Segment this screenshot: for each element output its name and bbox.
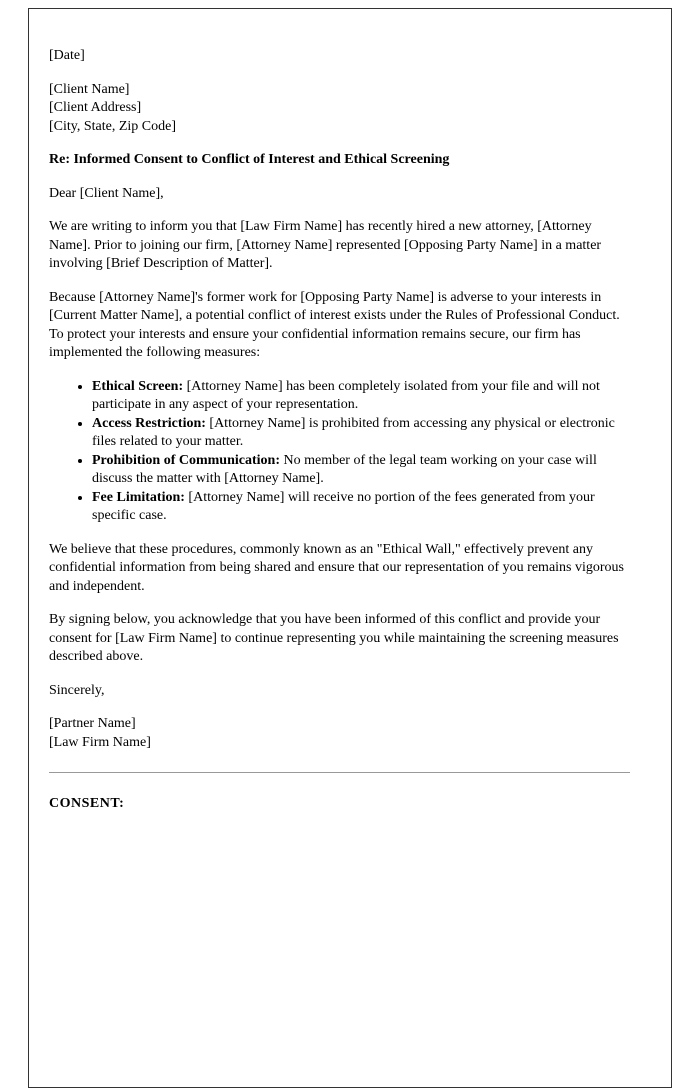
firm-name-line: [Law Firm Name] bbox=[49, 734, 151, 750]
letter-page bbox=[28, 8, 672, 1088]
measure-label: Ethical Screen: bbox=[92, 378, 184, 394]
client-address-line: [Client Address] bbox=[49, 100, 142, 115]
list-item bbox=[92, 452, 630, 489]
paragraph-consent-request: By signing below, you acknowledge that you have been informed of this conflict and provide your consent for [Law Firm Name] to continue representing you while maintaining the screening measures described above. bbox=[49, 612, 619, 664]
closing: Sincerely, bbox=[49, 682, 105, 698]
client-name-line: [Client Name] bbox=[49, 81, 130, 97]
date-line: [Date] bbox=[49, 48, 85, 63]
recipient-block bbox=[49, 81, 630, 137]
measure-text: [Attorney Name] has been completely isolated from your file and will not participate in any aspect of your representation. bbox=[92, 378, 600, 412]
signature-divider bbox=[49, 772, 630, 773]
measure-text: [Attorney Name] will receive no portion of the fees generated from your specific case. bbox=[92, 489, 595, 523]
measure-label: Prohibition of Communication: bbox=[92, 452, 280, 468]
signature-block bbox=[49, 715, 630, 752]
city-state-zip-line: [City, State, Zip Code] bbox=[49, 118, 177, 134]
list-item bbox=[92, 489, 630, 526]
measure-label: Access Restriction: bbox=[92, 415, 206, 431]
partner-name-line: [Partner Name] bbox=[49, 716, 136, 731]
salutation: Dear [Client Name], bbox=[49, 185, 164, 201]
subject-line: Re: Informed Consent to Conflict of Interest and Ethical Screening bbox=[49, 152, 450, 167]
list-item bbox=[92, 378, 630, 415]
consent-heading: CONSENT: bbox=[49, 796, 125, 811]
measures-list bbox=[49, 378, 630, 526]
paragraph-ethical-wall: We believe that these procedures, commonly known as an "Ethical Wall," effectively prevent any confidential information from being shared and ensure that our representation of you remains vigorous and independent. bbox=[49, 541, 624, 594]
paragraph-conflict: Because [Attorney Name]'s former work for [Opposing Party Name] is adverse to your interests in [Current Matter Name], a potential conflict of interest exists under the Rules of Professional Conduct. To protect your interests and ensure your confidential information remains secure, our firm has implemented the following measures: bbox=[49, 289, 620, 360]
measure-label: Fee Limitation: bbox=[92, 489, 185, 505]
paragraph-intro: We are writing to inform you that [Law Firm Name] has recently hired a new attorney, [Attorney Name]. Prior to joining our firm, [Attorney Name] represented [Opposing Party Name] in a matter involving [Brief Description of Matter]. bbox=[49, 219, 602, 271]
measure-text: [Attorney Name] is prohibited from accessing any physical or electronic files related to your matter. bbox=[92, 415, 615, 449]
list-item bbox=[92, 415, 630, 452]
measure-text: No member of the legal team working on your case will discuss the matter with [Attorney Name]. bbox=[92, 452, 597, 486]
